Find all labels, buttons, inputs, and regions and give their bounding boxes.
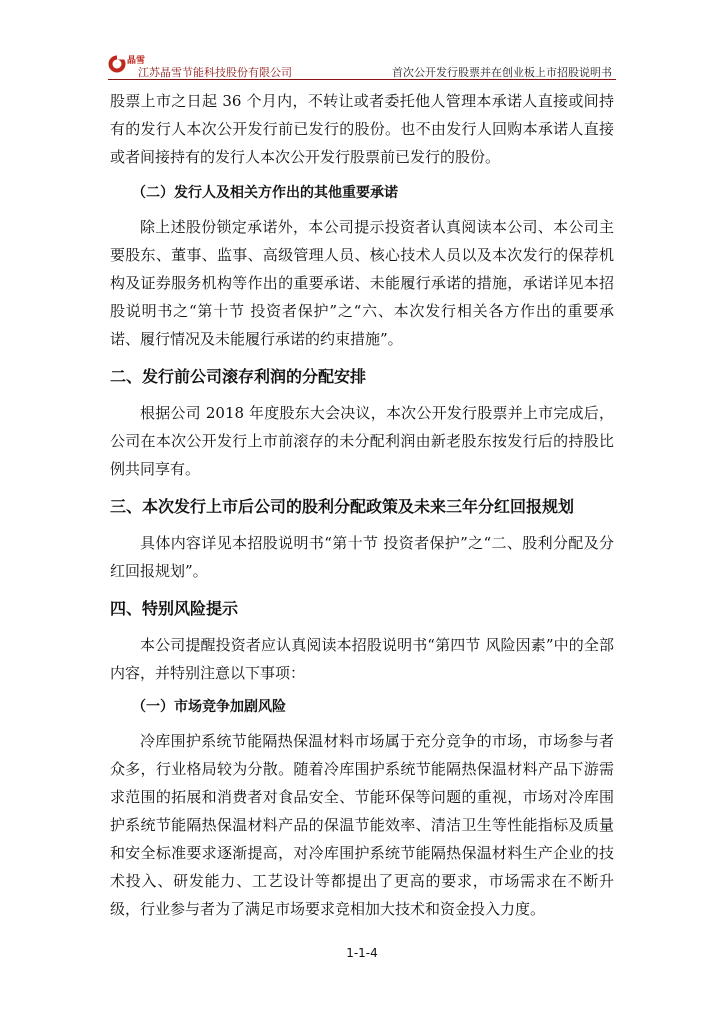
paragraph-risk-warning: 本公司提醒投资者应认真阅读本招股说明书“第四节 风险因素”中的全部内容，并特别注意以下事项： [110, 636, 614, 682]
paragraph-dividend-policy: 具体内容详见本招股说明书“第十节 投资者保护”之“二、股利分配及分红回报规划”。 [110, 534, 614, 580]
page-body [110, 87, 614, 923]
paragraph-lockup-continued: 股票上市之日起 36 个月内，不转让或者委托他人管理本承诺人直接或间持有的发行人本次公开发行前已发行的股份。也不由发行人回购本承诺人直接或者间接持有的发行人本次公开发行股票前已发行的股份。 [110, 92, 614, 166]
page-number: 1-1-4 [346, 946, 378, 960]
logo-text: 晶雪 [127, 56, 146, 66]
company-name: 江苏晶雪节能科技股份有限公司 [138, 66, 292, 79]
paragraph-retained-profits: 根据公司 2018 年度股东大会决议，本次公开发行股票并上市完成后，公司在本次公开发行上市前滚存的未分配利润由新老股东按发行后的持股比例共同享有。 [110, 404, 614, 478]
section-heading-dividend-policy: 三、本次发行上市后公司的股利分配政策及未来三年分红回报规划 [110, 497, 575, 516]
document-title: 首次公开发行股票并在创业板上市招股说明书 [392, 66, 612, 79]
paragraph-market-competition: 冷库围护系统节能隔热保温材料市场属于充分竞争的市场，市场参与者众多，行业格局较为分散。随着冷库围护系统节能隔热保温材料产品下游需求范围的拓展和消费者对食品安全、节能环保等问题的重视，市场对冷库围护系统节能隔热保温材料产品的保温节能效率、清洁卫生等性能指标及质量和安全标准要求逐渐提高，对冷库围护系统节能隔热保温材料生产企业的技术投入、研发能力、工艺设计等都提出了更高的要求，市场需求在不断升级，行业参与者为了满足市场要求竞相加大技术和资金投入力度。 [110, 732, 614, 918]
section-heading-retained-profits: 二、发行前公司滚存利润的分配安排 [110, 367, 367, 386]
paragraph-commitments: 除上述股份锁定承诺外，本公司提示投资者认真阅读本公司、本公司主要股东、董事、监事、高级管理人员、核心技术人员以及本次发行的保荐机构及证券服务机构等作出的重要承诺、未能履行承诺的措施，承诺详见本招股说明书之“第十节 投资者保护”之“六、本次发行相关各方作出的重要承诺、履行情况及未能履行承诺的约束措施”。 [110, 218, 614, 348]
company-logo-icon [108, 50, 146, 76]
section-heading-risk-warning: 四、特别风险提示 [110, 599, 239, 618]
header-divider [108, 79, 616, 80]
page-header [108, 50, 616, 80]
subsection-heading-other-commitments: （二）发行人及相关方作出的其他重要承诺 [132, 185, 398, 201]
subsection-heading-market-competition: （一）市场竞争加剧风险 [132, 699, 286, 715]
